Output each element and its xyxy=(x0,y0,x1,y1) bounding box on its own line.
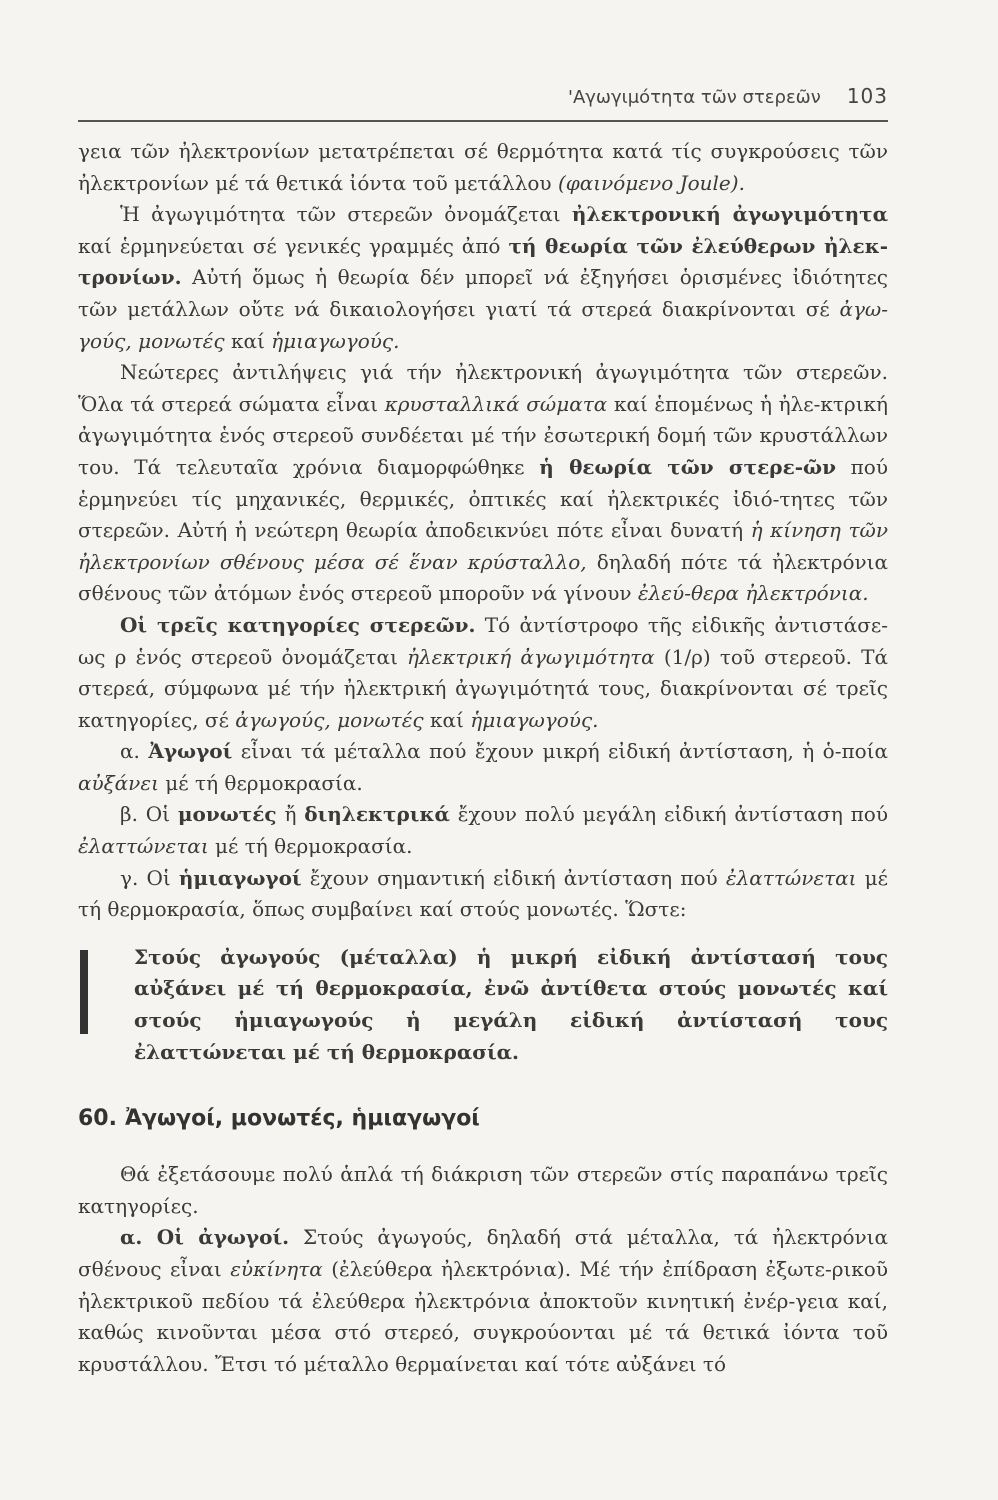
joule-effect-term: (φαινόμενο Joule). xyxy=(557,170,745,195)
term-free-electron-theory: τή θεωρία τῶν ἐλεύθερων ἠλεκ-τρονίων. xyxy=(78,233,889,290)
summary-callout xyxy=(78,942,888,1068)
subheading-new-views: Νεώτερες ἀντιλήψεις γιά τήν ἠλεκτρονική ἀγωγιμότητα τῶν στερεῶν. xyxy=(120,360,888,385)
section-title: Ἀγωγοί, μονωτές, ἡμιαγωγοί xyxy=(124,1106,480,1132)
section-body xyxy=(78,1159,888,1380)
page-number: 103 xyxy=(846,84,888,108)
term-solid-state-theory: ἡ θεωρία τῶν στερε-ῶν xyxy=(539,454,836,479)
subheading-conductors: α. Οἱ ἀγωγοί. xyxy=(120,1225,290,1250)
paragraph-1: γεια τῶν ἠλεκτρονίων μετατρέπεται σέ θερμότητα κατά τίς συγκρούσεις τῶν ἠλεκτρονίων μέ τά θετικά ἰόντα τοῦ μετάλλου (φαινόμενο Joule). xyxy=(78,139,888,195)
list-item-conductors: α. Ἀγωγοί εἶναι τά μέταλλα πού ἔχουν μικρή εἰδική ἀντίσταση, ἡ ὁ-ποία αὐξάνει μέ τή θερμοκρασία. xyxy=(78,739,888,795)
list-item-semiconductors: γ. Οἱ ἡμιαγωγοί ἔχουν σημαντική εἰδική ἀντίσταση πού ἐλαττώνεται μέ τή θερμοκρασία, ὅπως συμβαίνει καί στούς μονωτές. Ὥστε: xyxy=(78,865,889,922)
paragraph-4: Οἱ τρεῖς κατηγορίες στερεῶν. Τό ἀντίστροφο τῆς εἰδικῆς ἀντιστάσε-ως ρ ἑνός στερεοῦ ὀνομάζεται ἠλεκτρική ἀγωγιμότητα (1/ρ) τοῦ στερεοῦ. Τά στερεά, σύμφωνα μέ τήν ἠλεκτρική ἀγωγιμότητά τους, διακρίνονται σέ τρεῖς κατηγορίες, σέ ἀγωγούς, μονωτές καί ἡμιαγωγούς. xyxy=(78,612,889,732)
paragraph-2: Ἡ ἀγωγιμότητα τῶν στερεῶν ὀνομάζεται ἠλεκτρονική ἀγωγιμότητα καί ἑρμηνεύεται σέ γενικές γραμμές ἀπό τή θεωρία τῶν ἐλεύθερων ἠλεκ-τρονίων. Αὐτή ὅμως ἡ θεωρία δέν μπορεῖ νά ἐξηγήσει ὁρισμένες ἰδιότητες τῶν μετάλλων οὔτε νά δικαιολογήσει γιατί τά στερεά διακρίνονται σέ ἀγω-γούς, μονωτές καί ἡμιαγωγούς. xyxy=(78,202,889,353)
section-heading xyxy=(78,1106,888,1131)
section-conductors: α. Οἱ ἀγωγοί. Στούς ἀγωγούς, δηλαδή στά μέταλλα, τά ἠλεκτρόνια σθένους εἶναι εὐκίνητα (ἐλεύθερα ἠλεκτρόνια). Μέ τήν ἐπίδραση ἐξωτε-ρικοῦ ἠλεκτρικοῦ πεδίου τά ἐλεύθερα ἠλεκτρόνια ἀποκτοῦν κινητική ἐνέρ-γεια καί, καθώς κινοῦνται μέσα στό στερεό, συγκρούονται μέ τά θετικά ἰόντα τοῦ κρυστάλλου. Ἔτσι τό μέταλλο θερμαίνεται καί τότε αὐξάνει τό xyxy=(78,1225,889,1376)
callout-text: Στούς ἀγωγούς (μέταλλα) ἡ μικρή εἰδική ἀντίστασή τους αὐξάνει μέ τή θερμοκρασία, ἐνῶ ἀντίθετα στούς μονωτές καί στούς ἡμιαγωγούς ἡ μεγάλη εἰδική ἀντίστασή τους ἐλαττώνεται μέ τή θερμοκρασία. xyxy=(134,944,888,1064)
running-head xyxy=(78,84,888,114)
header-rule xyxy=(78,120,888,122)
body-text xyxy=(78,136,888,926)
list-item-insulators: β. Οἱ μονωτές ἤ διηλεκτρικά ἔχουν πολύ μεγάλη εἰδική ἀντίσταση πού ἐλαττώνεται μέ τή θερμοκρασία. xyxy=(78,802,889,859)
section-number: 60. xyxy=(78,1106,117,1132)
callout-bar xyxy=(80,950,88,1034)
subheading-three-categories: Οἱ τρεῖς κατηγορίες στερεῶν. xyxy=(120,612,476,637)
term-electronic-conductivity: ἠλεκτρονική ἀγωγιμότητα xyxy=(571,202,889,227)
section-intro: Θά ἐξετάσουμε πολύ ἁπλά τή διάκριση τῶν στερεῶν στίς παραπάνω τρεῖς κατηγορίες. xyxy=(78,1162,888,1218)
paragraph-3: Νεώτερες ἀντιλήψεις γιά τήν ἠλεκτρονική ἀγωγιμότητα τῶν στερεῶν. Ὅλα τά στερεά σώματα εἶναι κρυσταλλικά σώματα καί ἑπομένως ἡ ἠλε-κτρική ἀγωγιμότητα ἑνός στερεοῦ συνδέεται μέ τήν ἐσωτερική δομή τῶν κρυστάλλων του. Τά τελευταῖα χρόνια διαμορφώθηκε ἡ θεωρία τῶν στερε-ῶν πού ἑρμηνεύει τίς μηχανικές, θερμικές, ὀπτικές καί ἠλεκτρικές ἰδιό-τητες τῶν στερεῶν. Αὐτή ἡ νεώτερη θεωρία ἀποδεικνύει πότε εἶναι δυνατή ἡ κίνηση τῶν ἠλεκτρονίων σθένους μέσα σέ ἕναν κρύσταλλο, δηλαδή πότε τά ἠλεκτρόνια σθένους τῶν ἀτόμων ἑνός στερεοῦ μποροῦν νά γίνουν ἐλεύ-θερα ἠλεκτρόνια. xyxy=(78,360,889,606)
running-title: 'Αγωγιμότητα τῶν στερεῶν xyxy=(568,87,821,108)
